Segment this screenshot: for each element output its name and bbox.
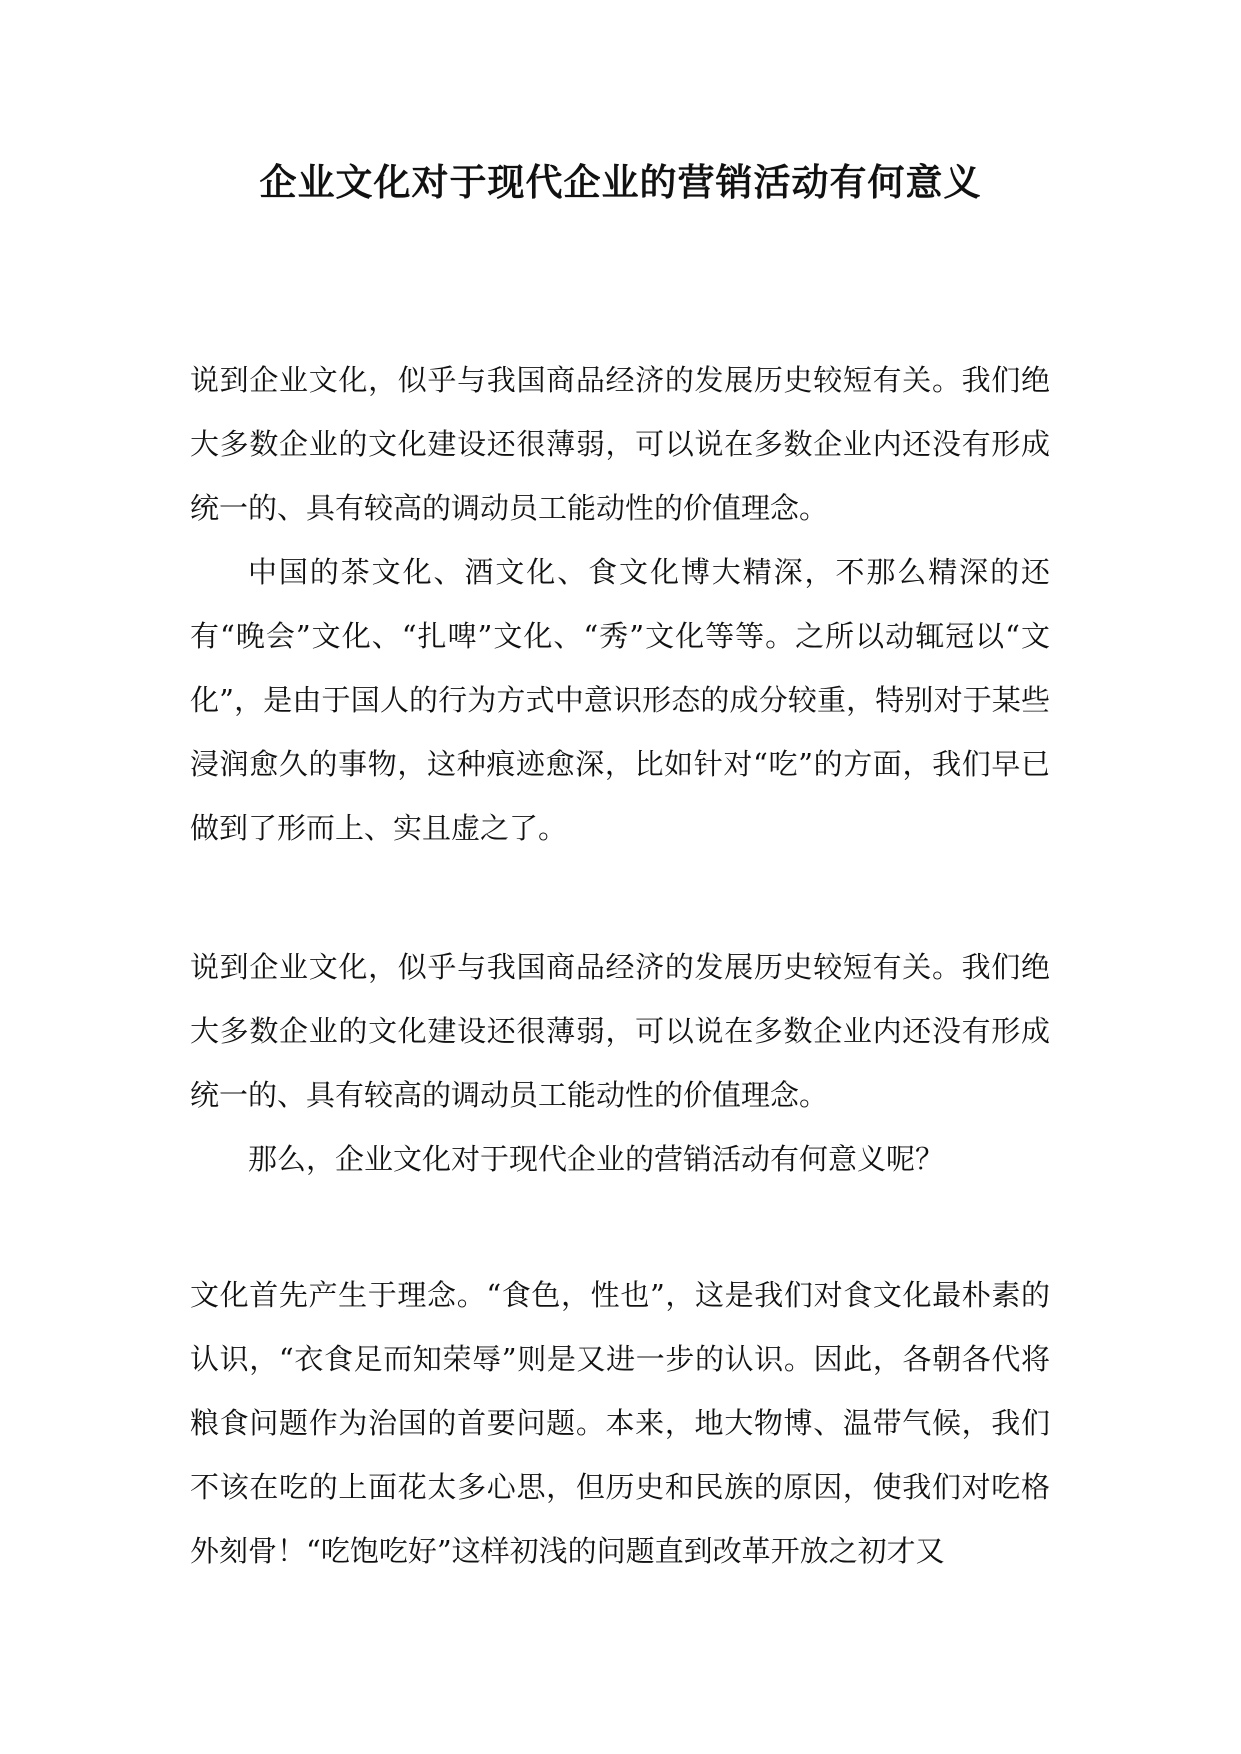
paragraph-1: 说到企业文化，似乎与我国商品经济的发展历史较短有关。我们绝大多数企业的文化建设还很薄弱，可以说在多数企业内还没有形成统一的、具有较高的调动员工能动性的价值理念。 bbox=[190, 363, 1050, 525]
paragraph-4: 那么，企业文化对于现代企业的营销活动有何意义呢？ bbox=[248, 1142, 945, 1176]
document-title: 企业文化对于现代企业的营销活动有何意义 bbox=[259, 160, 982, 204]
paragraph-2: 中国的茶文化、酒文化、食文化博大精深，不那么精深的还有“晚会”文化、“扎啤”文化、“秀”文化等等。之所以动辄冠以“文化”，是由于国人的行为方式中意识形态的成分较重，特别对于某些浸润愈久的事物，这种痕迹愈深，比如针对“吃”的方面，我们早已做到了形而上、实且虚之了。 bbox=[190, 555, 1050, 845]
paragraph-3: 说到企业文化，似乎与我国商品经济的发展历史较短有关。我们绝大多数企业的文化建设还很薄弱，可以说在多数企业内还没有形成统一的、具有较高的调动员工能动性的价值理念。 bbox=[190, 950, 1050, 1112]
paragraph-5: 文化首先产生于理念。“食色，性也”，这是我们对食文化最朴素的认识，“衣食足而知荣辱”则是又进一步的认识。因此，各朝各代将粮食问题作为治国的首要问题。本来，地大物博、温带气候，我们不该在吃的上面花太多心思，但历史和民族的原因，使我们对吃格外刻骨！“吃饱吃好”这样初浅的问题直到改革开放之初才又 bbox=[190, 1278, 1050, 1568]
